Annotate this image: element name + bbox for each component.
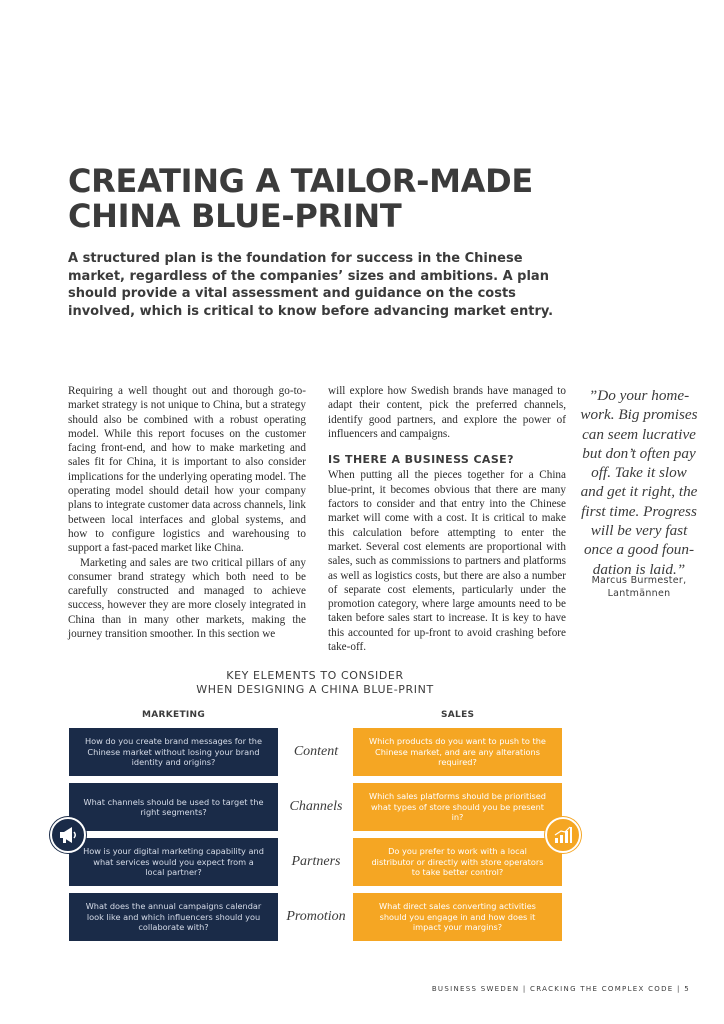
key-elements-heading-line-2: WHEN DESIGNING A CHINA BLUE-PRINT [196, 682, 434, 696]
title-line-2: CHINA BLUE-PRINT [68, 197, 402, 235]
section-heading: IS THERE A BUSINESS CASE? [328, 453, 514, 467]
quote-attribution [570, 574, 708, 600]
marketing-promotion-box: What does the annual campaigns calendar look like and which influencers should you collaborate with? [69, 893, 278, 941]
page-footer: BUSINESS SWEDEN | CRACKING THE COMPLEX CODE | 5 [431, 985, 690, 993]
key-elements-heading [150, 669, 480, 696]
bar-chart-icon [545, 817, 581, 853]
sales-channels-box: Which sales platforms should be prioritised what types of store should you be present in? [353, 783, 562, 831]
row-label-partners: Partners [291, 854, 341, 869]
marketing-partners-box: How is your digital marketing capability and what services would you expect from a local partner? [69, 838, 278, 886]
lead-paragraph: A structured plan is the foundation for success in the Chinese market, regardless of the companies’ sizes and ambitions. A plan should provide a vital assessment and guidance on the costs involved, which is critical to know before advancing market entry. [68, 251, 554, 319]
marketing-channels-box: What channels should be used to target the right segments? [69, 783, 278, 831]
body-column-1 [68, 384, 306, 641]
body-paragraph: Marketing and sales are two critical pillars of any consumer brand strategy which both need to be carefully constructed and managed to achieve success, however they are more closely integrated in China than in many other markets, making the journey transition smoother. In this section we [68, 556, 306, 641]
body-paragraph: will explore how Swedish brands have managed to adapt their content, pick the preferred channels, identify good partners, and explore the power of influencers and campaigns. [328, 385, 566, 440]
row-label-channels: Channels [289, 799, 343, 814]
row-label-promotion: Promotion [286, 909, 346, 924]
marketing-content-box: How do you create brand messages for the Chinese market without losing your brand identity and origins? [69, 728, 278, 776]
pull-quote: ”Do your home-work. Big promises can seem lucrative but don’t often pay off. Take it slow and get it right, the first time. Progress will be very fast once a good foun-dation is laid.” [580, 387, 698, 578]
sales-partners-box: Do you prefer to work with a local distributor or directly with store operators to take better control? [353, 838, 562, 886]
quote-author: Marcus Burmester, [591, 575, 687, 586]
sales-content-box: Which products do you want to push to the Chinese market, and are any alterations required? [353, 728, 562, 776]
marketing-column-header: MARKETING [142, 710, 206, 720]
sales-column-header: SALES [441, 710, 475, 720]
body-column-2 [328, 384, 566, 654]
body-paragraph: Requiring a well thought out and thorough go-to-market strategy is not unique to China, but a strategy should also be combined with a robust operating model. While this report focuses on the customer facing front-end, and how to make marketing and sales fit for China, it is important to also consider implications for the underlying operating model. The operating model should detail how your company plans to integrate customer data across channels, link between local interfaces and global systems, and how to configure logistics and warehousing to support a fast-paced market like China. [68, 385, 306, 555]
megaphone-icon [50, 817, 86, 853]
row-label-content: Content [293, 744, 339, 759]
title-line-1: CREATING A TAILOR-MADE [68, 162, 533, 200]
sales-promotion-box: What direct sales converting activities should you engage in and how does it impact your margins? [353, 893, 562, 941]
body-paragraph: When putting all the pieces together for a China blue-print, it becomes obvious that there are many factors to consider and that entry into the Chinese market will come with a cost. It is critical to make this calculation before attempting to enter the market. Several cost elements are proportional with sales, such as commissions to partners and platforms as well as logistics costs, but there are also a number of separate cost elements, particularly under the promotion category, where large amounts need to be taken before sales start to increase. It is key to have this accounted for up-front to avoid crashing before take-off. [328, 469, 566, 654]
key-elements-heading-line-1: KEY ELEMENTS TO CONSIDER [226, 669, 404, 682]
quote-company: Lantmännen [607, 588, 671, 599]
page-title [68, 164, 628, 234]
